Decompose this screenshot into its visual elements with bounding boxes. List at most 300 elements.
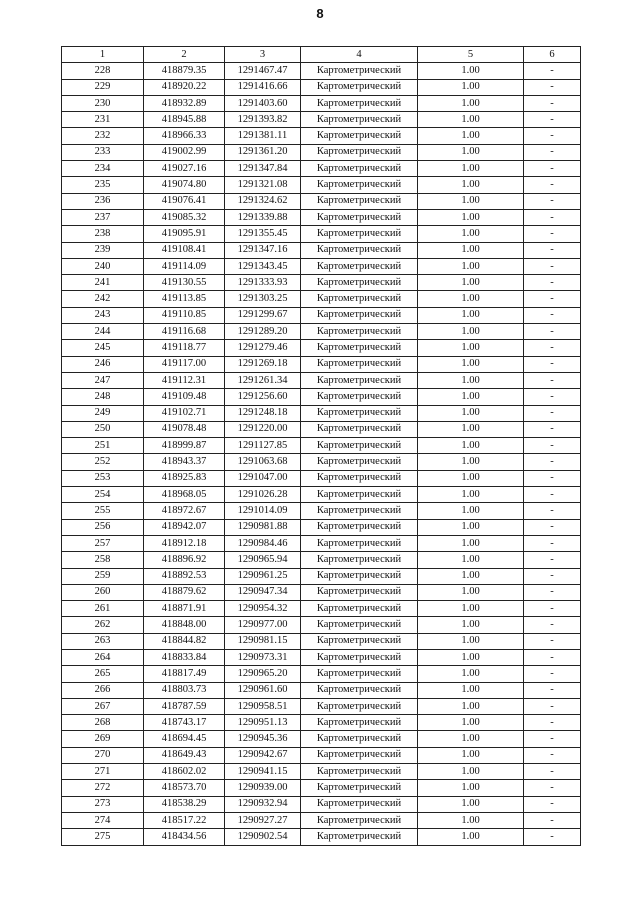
point-number-cell: 239 [62, 242, 144, 258]
method-cell: Картометрический [301, 698, 418, 714]
method-cell: Картометрический [301, 324, 418, 340]
y-coordinate-cell: 1291343.45 [225, 258, 301, 274]
table-row [62, 275, 581, 291]
method-cell: Картометрический [301, 421, 418, 437]
accuracy-cell: 1.00 [418, 79, 524, 95]
point-number-cell: 249 [62, 405, 144, 421]
accuracy-cell: 1.00 [418, 715, 524, 731]
accuracy-cell: 1.00 [418, 470, 524, 486]
x-coordinate-cell: 418517.22 [144, 812, 225, 828]
y-coordinate-cell: 1291279.46 [225, 340, 301, 356]
accuracy-cell: 1.00 [418, 731, 524, 747]
y-coordinate-cell: 1291324.62 [225, 193, 301, 209]
method-cell: Картометрический [301, 649, 418, 665]
accuracy-cell: 1.00 [418, 161, 524, 177]
table-row [62, 682, 581, 698]
method-cell: Картометрический [301, 601, 418, 617]
point-number-cell: 230 [62, 95, 144, 111]
accuracy-cell: 1.00 [418, 519, 524, 535]
y-coordinate-cell: 1291256.60 [225, 389, 301, 405]
table-row [62, 63, 581, 79]
point-number-cell: 247 [62, 372, 144, 388]
y-coordinate-cell: 1290977.00 [225, 617, 301, 633]
accuracy-cell: 1.00 [418, 829, 524, 845]
note-cell: - [524, 649, 581, 665]
table-row [62, 79, 581, 95]
point-number-cell: 255 [62, 503, 144, 519]
y-coordinate-cell: 1290902.54 [225, 829, 301, 845]
note-cell: - [524, 324, 581, 340]
method-cell: Картометрический [301, 682, 418, 698]
note-cell: - [524, 291, 581, 307]
point-number-cell: 248 [62, 389, 144, 405]
note-cell: - [524, 568, 581, 584]
accuracy-cell: 1.00 [418, 617, 524, 633]
note-cell: - [524, 112, 581, 128]
note-cell: - [524, 487, 581, 503]
method-cell: Картометрический [301, 128, 418, 144]
method-cell: Картометрический [301, 112, 418, 128]
point-number-cell: 252 [62, 454, 144, 470]
accuracy-cell: 1.00 [418, 649, 524, 665]
table-row [62, 161, 581, 177]
note-cell: - [524, 584, 581, 600]
accuracy-cell: 1.00 [418, 747, 524, 763]
table-row [62, 764, 581, 780]
method-cell: Картометрический [301, 209, 418, 225]
table-row [62, 209, 581, 225]
x-coordinate-cell: 419117.00 [144, 356, 225, 372]
x-coordinate-cell: 418942.07 [144, 519, 225, 535]
point-number-cell: 265 [62, 666, 144, 682]
column-header: 3 [225, 47, 301, 63]
table-row [62, 226, 581, 242]
method-cell: Картометрический [301, 258, 418, 274]
accuracy-cell: 1.00 [418, 780, 524, 796]
point-number-cell: 242 [62, 291, 144, 307]
y-coordinate-cell: 1291127.85 [225, 438, 301, 454]
x-coordinate-cell: 418817.49 [144, 666, 225, 682]
note-cell: - [524, 372, 581, 388]
table-header-row [62, 47, 581, 63]
accuracy-cell: 1.00 [418, 487, 524, 503]
accuracy-cell: 1.00 [418, 193, 524, 209]
y-coordinate-cell: 1291403.60 [225, 95, 301, 111]
accuracy-cell: 1.00 [418, 177, 524, 193]
table-row [62, 291, 581, 307]
accuracy-cell: 1.00 [418, 324, 524, 340]
y-coordinate-cell: 1290973.31 [225, 649, 301, 665]
method-cell: Картометрический [301, 226, 418, 242]
y-coordinate-cell: 1291361.20 [225, 144, 301, 160]
point-number-cell: 256 [62, 519, 144, 535]
x-coordinate-cell: 419095.91 [144, 226, 225, 242]
accuracy-cell: 1.00 [418, 95, 524, 111]
point-number-cell: 237 [62, 209, 144, 225]
y-coordinate-cell: 1290947.34 [225, 584, 301, 600]
point-number-cell: 264 [62, 649, 144, 665]
x-coordinate-cell: 418879.35 [144, 63, 225, 79]
x-coordinate-cell: 418925.83 [144, 470, 225, 486]
accuracy-cell: 1.00 [418, 584, 524, 600]
table-row [62, 389, 581, 405]
x-coordinate-cell: 419078.48 [144, 421, 225, 437]
note-cell: - [524, 79, 581, 95]
y-coordinate-cell: 1291269.18 [225, 356, 301, 372]
method-cell: Картометрический [301, 79, 418, 95]
x-coordinate-cell: 418787.59 [144, 698, 225, 714]
note-cell: - [524, 144, 581, 160]
table-row [62, 796, 581, 812]
note-cell: - [524, 715, 581, 731]
table-row [62, 633, 581, 649]
point-number-cell: 269 [62, 731, 144, 747]
accuracy-cell: 1.00 [418, 372, 524, 388]
point-number-cell: 268 [62, 715, 144, 731]
x-coordinate-cell: 418966.33 [144, 128, 225, 144]
y-coordinate-cell: 1291393.82 [225, 112, 301, 128]
y-coordinate-cell: 1291063.68 [225, 454, 301, 470]
point-number-cell: 232 [62, 128, 144, 144]
y-coordinate-cell: 1291347.84 [225, 161, 301, 177]
x-coordinate-cell: 419076.41 [144, 193, 225, 209]
table-row [62, 829, 581, 845]
column-header: 4 [301, 47, 418, 63]
note-cell: - [524, 552, 581, 568]
table-row [62, 356, 581, 372]
method-cell: Картометрический [301, 535, 418, 551]
accuracy-cell: 1.00 [418, 601, 524, 617]
accuracy-cell: 1.00 [418, 764, 524, 780]
note-cell: - [524, 242, 581, 258]
method-cell: Картометрический [301, 715, 418, 731]
column-header: 1 [62, 47, 144, 63]
table-row [62, 601, 581, 617]
table-row [62, 144, 581, 160]
y-coordinate-cell: 1291333.93 [225, 275, 301, 291]
accuracy-cell: 1.00 [418, 63, 524, 79]
x-coordinate-cell: 419114.09 [144, 258, 225, 274]
point-number-cell: 243 [62, 307, 144, 323]
method-cell: Картометрический [301, 144, 418, 160]
note-cell: - [524, 682, 581, 698]
table-row [62, 617, 581, 633]
x-coordinate-cell: 418945.88 [144, 112, 225, 128]
point-number-cell: 275 [62, 829, 144, 845]
y-coordinate-cell: 1290965.20 [225, 666, 301, 682]
y-coordinate-cell: 1291339.88 [225, 209, 301, 225]
note-cell: - [524, 340, 581, 356]
y-coordinate-cell: 1290939.00 [225, 780, 301, 796]
method-cell: Картометрический [301, 731, 418, 747]
x-coordinate-cell: 419118.77 [144, 340, 225, 356]
x-coordinate-cell: 419110.85 [144, 307, 225, 323]
note-cell: - [524, 666, 581, 682]
method-cell: Картометрический [301, 95, 418, 111]
note-cell: - [524, 519, 581, 535]
method-cell: Картометрический [301, 177, 418, 193]
x-coordinate-cell: 419074.80 [144, 177, 225, 193]
method-cell: Картометрический [301, 584, 418, 600]
note-cell: - [524, 128, 581, 144]
point-number-cell: 231 [62, 112, 144, 128]
table-row [62, 258, 581, 274]
table-row [62, 780, 581, 796]
table-row [62, 503, 581, 519]
method-cell: Картометрический [301, 796, 418, 812]
table-row [62, 421, 581, 437]
accuracy-cell: 1.00 [418, 812, 524, 828]
point-number-cell: 250 [62, 421, 144, 437]
note-cell: - [524, 421, 581, 437]
y-coordinate-cell: 1291303.25 [225, 291, 301, 307]
table-row [62, 324, 581, 340]
point-number-cell: 238 [62, 226, 144, 242]
point-number-cell: 273 [62, 796, 144, 812]
accuracy-cell: 1.00 [418, 258, 524, 274]
note-cell: - [524, 633, 581, 649]
point-number-cell: 263 [62, 633, 144, 649]
method-cell: Картометрический [301, 340, 418, 356]
y-coordinate-cell: 1290945.36 [225, 731, 301, 747]
accuracy-cell: 1.00 [418, 698, 524, 714]
y-coordinate-cell: 1291381.11 [225, 128, 301, 144]
method-cell: Картометрический [301, 63, 418, 79]
note-cell: - [524, 747, 581, 763]
x-coordinate-cell: 418538.29 [144, 796, 225, 812]
method-cell: Картометрический [301, 503, 418, 519]
accuracy-cell: 1.00 [418, 682, 524, 698]
note-cell: - [524, 764, 581, 780]
y-coordinate-cell: 1291355.45 [225, 226, 301, 242]
accuracy-cell: 1.00 [418, 666, 524, 682]
accuracy-cell: 1.00 [418, 356, 524, 372]
y-coordinate-cell: 1290951.13 [225, 715, 301, 731]
page-number: 8 [316, 6, 324, 21]
table-row [62, 128, 581, 144]
method-cell: Картометрический [301, 193, 418, 209]
point-number-cell: 262 [62, 617, 144, 633]
x-coordinate-cell: 418999.87 [144, 438, 225, 454]
y-coordinate-cell: 1291014.09 [225, 503, 301, 519]
point-number-cell: 261 [62, 601, 144, 617]
point-number-cell: 267 [62, 698, 144, 714]
note-cell: - [524, 405, 581, 421]
y-coordinate-cell: 1290981.88 [225, 519, 301, 535]
table-row [62, 372, 581, 388]
point-number-cell: 274 [62, 812, 144, 828]
note-cell: - [524, 454, 581, 470]
point-number-cell: 270 [62, 747, 144, 763]
y-coordinate-cell: 1290965.94 [225, 552, 301, 568]
table-row [62, 438, 581, 454]
y-coordinate-cell: 1290927.27 [225, 812, 301, 828]
table-row [62, 177, 581, 193]
accuracy-cell: 1.00 [418, 275, 524, 291]
accuracy-cell: 1.00 [418, 226, 524, 242]
table-row [62, 405, 581, 421]
note-cell: - [524, 535, 581, 551]
note-cell: - [524, 193, 581, 209]
accuracy-cell: 1.00 [418, 503, 524, 519]
x-coordinate-cell: 418434.56 [144, 829, 225, 845]
method-cell: Картометрический [301, 666, 418, 682]
accuracy-cell: 1.00 [418, 454, 524, 470]
point-number-cell: 244 [62, 324, 144, 340]
note-cell: - [524, 796, 581, 812]
column-header: 6 [524, 47, 581, 63]
x-coordinate-cell: 418844.82 [144, 633, 225, 649]
table-row [62, 666, 581, 682]
method-cell: Картометрический [301, 568, 418, 584]
method-cell: Картометрический [301, 617, 418, 633]
method-cell: Картометрический [301, 552, 418, 568]
accuracy-cell: 1.00 [418, 421, 524, 437]
table-row [62, 731, 581, 747]
point-number-cell: 257 [62, 535, 144, 551]
point-number-cell: 271 [62, 764, 144, 780]
method-cell: Картометрический [301, 438, 418, 454]
method-cell: Картометрический [301, 812, 418, 828]
x-coordinate-cell: 419130.55 [144, 275, 225, 291]
y-coordinate-cell: 1290954.32 [225, 601, 301, 617]
y-coordinate-cell: 1290961.60 [225, 682, 301, 698]
note-cell: - [524, 780, 581, 796]
table-row [62, 340, 581, 356]
x-coordinate-cell: 419108.41 [144, 242, 225, 258]
table-row [62, 568, 581, 584]
y-coordinate-cell: 1290958.51 [225, 698, 301, 714]
note-cell: - [524, 829, 581, 845]
method-cell: Картометрический [301, 161, 418, 177]
note-cell: - [524, 617, 581, 633]
y-coordinate-cell: 1291026.28 [225, 487, 301, 503]
x-coordinate-cell: 418920.22 [144, 79, 225, 95]
accuracy-cell: 1.00 [418, 535, 524, 551]
table-row [62, 454, 581, 470]
accuracy-cell: 1.00 [418, 389, 524, 405]
x-coordinate-cell: 418848.00 [144, 617, 225, 633]
x-coordinate-cell: 419116.68 [144, 324, 225, 340]
table-row [62, 715, 581, 731]
x-coordinate-cell: 418972.67 [144, 503, 225, 519]
x-coordinate-cell: 419102.71 [144, 405, 225, 421]
note-cell: - [524, 161, 581, 177]
table-row [62, 470, 581, 486]
note-cell: - [524, 438, 581, 454]
note-cell: - [524, 812, 581, 828]
point-number-cell: 266 [62, 682, 144, 698]
y-coordinate-cell: 1291261.34 [225, 372, 301, 388]
accuracy-cell: 1.00 [418, 242, 524, 258]
method-cell: Картометрический [301, 454, 418, 470]
method-cell: Картометрический [301, 389, 418, 405]
table-row [62, 649, 581, 665]
y-coordinate-cell: 1290961.25 [225, 568, 301, 584]
y-coordinate-cell: 1290932.94 [225, 796, 301, 812]
method-cell: Картометрический [301, 405, 418, 421]
y-coordinate-cell: 1290981.15 [225, 633, 301, 649]
x-coordinate-cell: 418943.37 [144, 454, 225, 470]
point-number-cell: 253 [62, 470, 144, 486]
note-cell: - [524, 177, 581, 193]
x-coordinate-cell: 418968.05 [144, 487, 225, 503]
x-coordinate-cell: 419027.16 [144, 161, 225, 177]
accuracy-cell: 1.00 [418, 112, 524, 128]
y-coordinate-cell: 1290941.15 [225, 764, 301, 780]
point-number-cell: 233 [62, 144, 144, 160]
accuracy-cell: 1.00 [418, 633, 524, 649]
point-number-cell: 251 [62, 438, 144, 454]
accuracy-cell: 1.00 [418, 128, 524, 144]
table-row [62, 552, 581, 568]
point-number-cell: 228 [62, 63, 144, 79]
x-coordinate-cell: 418602.02 [144, 764, 225, 780]
point-number-cell: 260 [62, 584, 144, 600]
y-coordinate-cell: 1291416.66 [225, 79, 301, 95]
table-row [62, 487, 581, 503]
accuracy-cell: 1.00 [418, 796, 524, 812]
method-cell: Картометрический [301, 780, 418, 796]
y-coordinate-cell: 1291220.00 [225, 421, 301, 437]
note-cell: - [524, 307, 581, 323]
x-coordinate-cell: 418892.53 [144, 568, 225, 584]
point-number-cell: 229 [62, 79, 144, 95]
note-cell: - [524, 731, 581, 747]
method-cell: Картометрический [301, 470, 418, 486]
coordinates-table [61, 46, 581, 846]
x-coordinate-cell: 418649.43 [144, 747, 225, 763]
x-coordinate-cell: 418833.84 [144, 649, 225, 665]
method-cell: Картометрический [301, 633, 418, 649]
x-coordinate-cell: 419112.31 [144, 372, 225, 388]
note-cell: - [524, 470, 581, 486]
y-coordinate-cell: 1291248.18 [225, 405, 301, 421]
y-coordinate-cell: 1291467.47 [225, 63, 301, 79]
column-header: 5 [418, 47, 524, 63]
method-cell: Картометрический [301, 307, 418, 323]
accuracy-cell: 1.00 [418, 552, 524, 568]
x-coordinate-cell: 418694.45 [144, 731, 225, 747]
x-coordinate-cell: 419113.85 [144, 291, 225, 307]
point-number-cell: 246 [62, 356, 144, 372]
column-header: 2 [144, 47, 225, 63]
accuracy-cell: 1.00 [418, 438, 524, 454]
method-cell: Картометрический [301, 519, 418, 535]
y-coordinate-cell: 1291047.00 [225, 470, 301, 486]
x-coordinate-cell: 418879.62 [144, 584, 225, 600]
accuracy-cell: 1.00 [418, 307, 524, 323]
note-cell: - [524, 698, 581, 714]
note-cell: - [524, 209, 581, 225]
point-number-cell: 254 [62, 487, 144, 503]
y-coordinate-cell: 1290942.67 [225, 747, 301, 763]
point-number-cell: 241 [62, 275, 144, 291]
note-cell: - [524, 226, 581, 242]
table-row [62, 307, 581, 323]
x-coordinate-cell: 418573.70 [144, 780, 225, 796]
accuracy-cell: 1.00 [418, 209, 524, 225]
method-cell: Картометрический [301, 747, 418, 763]
table-row [62, 193, 581, 209]
point-number-cell: 258 [62, 552, 144, 568]
method-cell: Картометрический [301, 829, 418, 845]
method-cell: Картометрический [301, 356, 418, 372]
table-row [62, 812, 581, 828]
table-row [62, 112, 581, 128]
method-cell: Картометрический [301, 487, 418, 503]
point-number-cell: 259 [62, 568, 144, 584]
